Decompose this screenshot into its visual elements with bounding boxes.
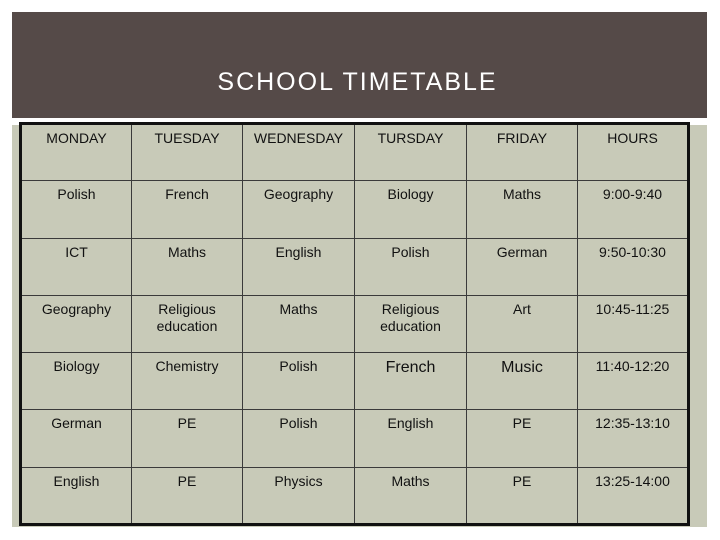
table-cell: English bbox=[355, 410, 467, 467]
table-row bbox=[21, 467, 689, 524]
hours-cell: 9:00-9:40 bbox=[578, 181, 689, 238]
header-cell: HOURS bbox=[578, 124, 689, 181]
hours-cell: 9:50-10:30 bbox=[578, 238, 689, 295]
table-cell: French bbox=[132, 181, 243, 238]
table-cell: PE bbox=[132, 410, 243, 467]
table-cell: Physics bbox=[243, 467, 355, 524]
table-cell: Geography bbox=[21, 295, 132, 352]
table-cell: Maths bbox=[132, 238, 243, 295]
table-cell: Polish bbox=[21, 181, 132, 238]
header-cell: TUESDAY bbox=[132, 124, 243, 181]
timetable bbox=[19, 122, 690, 526]
table-cell: PE bbox=[467, 410, 578, 467]
table-cell: Geography bbox=[243, 181, 355, 238]
table-cell: Polish bbox=[355, 238, 467, 295]
table-cell: Chemistry bbox=[132, 353, 243, 410]
table-cell: Maths bbox=[243, 295, 355, 352]
table-cell: English bbox=[243, 238, 355, 295]
page-title: SCHOOL TIMETABLE bbox=[217, 68, 498, 96]
hours-cell: 10:45-11:25 bbox=[578, 295, 689, 352]
table-cell: English bbox=[21, 467, 132, 524]
table-cell: Maths bbox=[355, 467, 467, 524]
header-cell: MONDAY bbox=[21, 124, 132, 181]
title-banner bbox=[12, 12, 707, 118]
table-cell: ICT bbox=[21, 238, 132, 295]
table-cell: Biology bbox=[355, 181, 467, 238]
table-row bbox=[21, 181, 689, 238]
table-row bbox=[21, 238, 689, 295]
header-cell: WEDNESDAY bbox=[243, 124, 355, 181]
hours-cell: 13:25-14:00 bbox=[578, 467, 689, 524]
table-row bbox=[21, 353, 689, 410]
table-cell: Polish bbox=[243, 410, 355, 467]
header-cell: FRIDAY bbox=[467, 124, 578, 181]
hours-cell: 11:40-12:20 bbox=[578, 353, 689, 410]
header-row bbox=[21, 124, 689, 181]
table-cell: Music bbox=[467, 353, 578, 410]
table-row bbox=[21, 295, 689, 352]
header-cell: TURSDAY bbox=[355, 124, 467, 181]
table-cell: Biology bbox=[21, 353, 132, 410]
table-cell: Polish bbox=[243, 353, 355, 410]
table-cell: German bbox=[467, 238, 578, 295]
table-cell: PE bbox=[132, 467, 243, 524]
table-cell: Art bbox=[467, 295, 578, 352]
hours-cell: 12:35-13:10 bbox=[578, 410, 689, 467]
table-cell: Religious education bbox=[132, 295, 243, 352]
table-cell: Maths bbox=[467, 181, 578, 238]
table-cell: PE bbox=[467, 467, 578, 524]
table-cell: Religious education bbox=[355, 295, 467, 352]
table-row bbox=[21, 410, 689, 467]
table-cell: German bbox=[21, 410, 132, 467]
table-cell: French bbox=[355, 353, 467, 410]
